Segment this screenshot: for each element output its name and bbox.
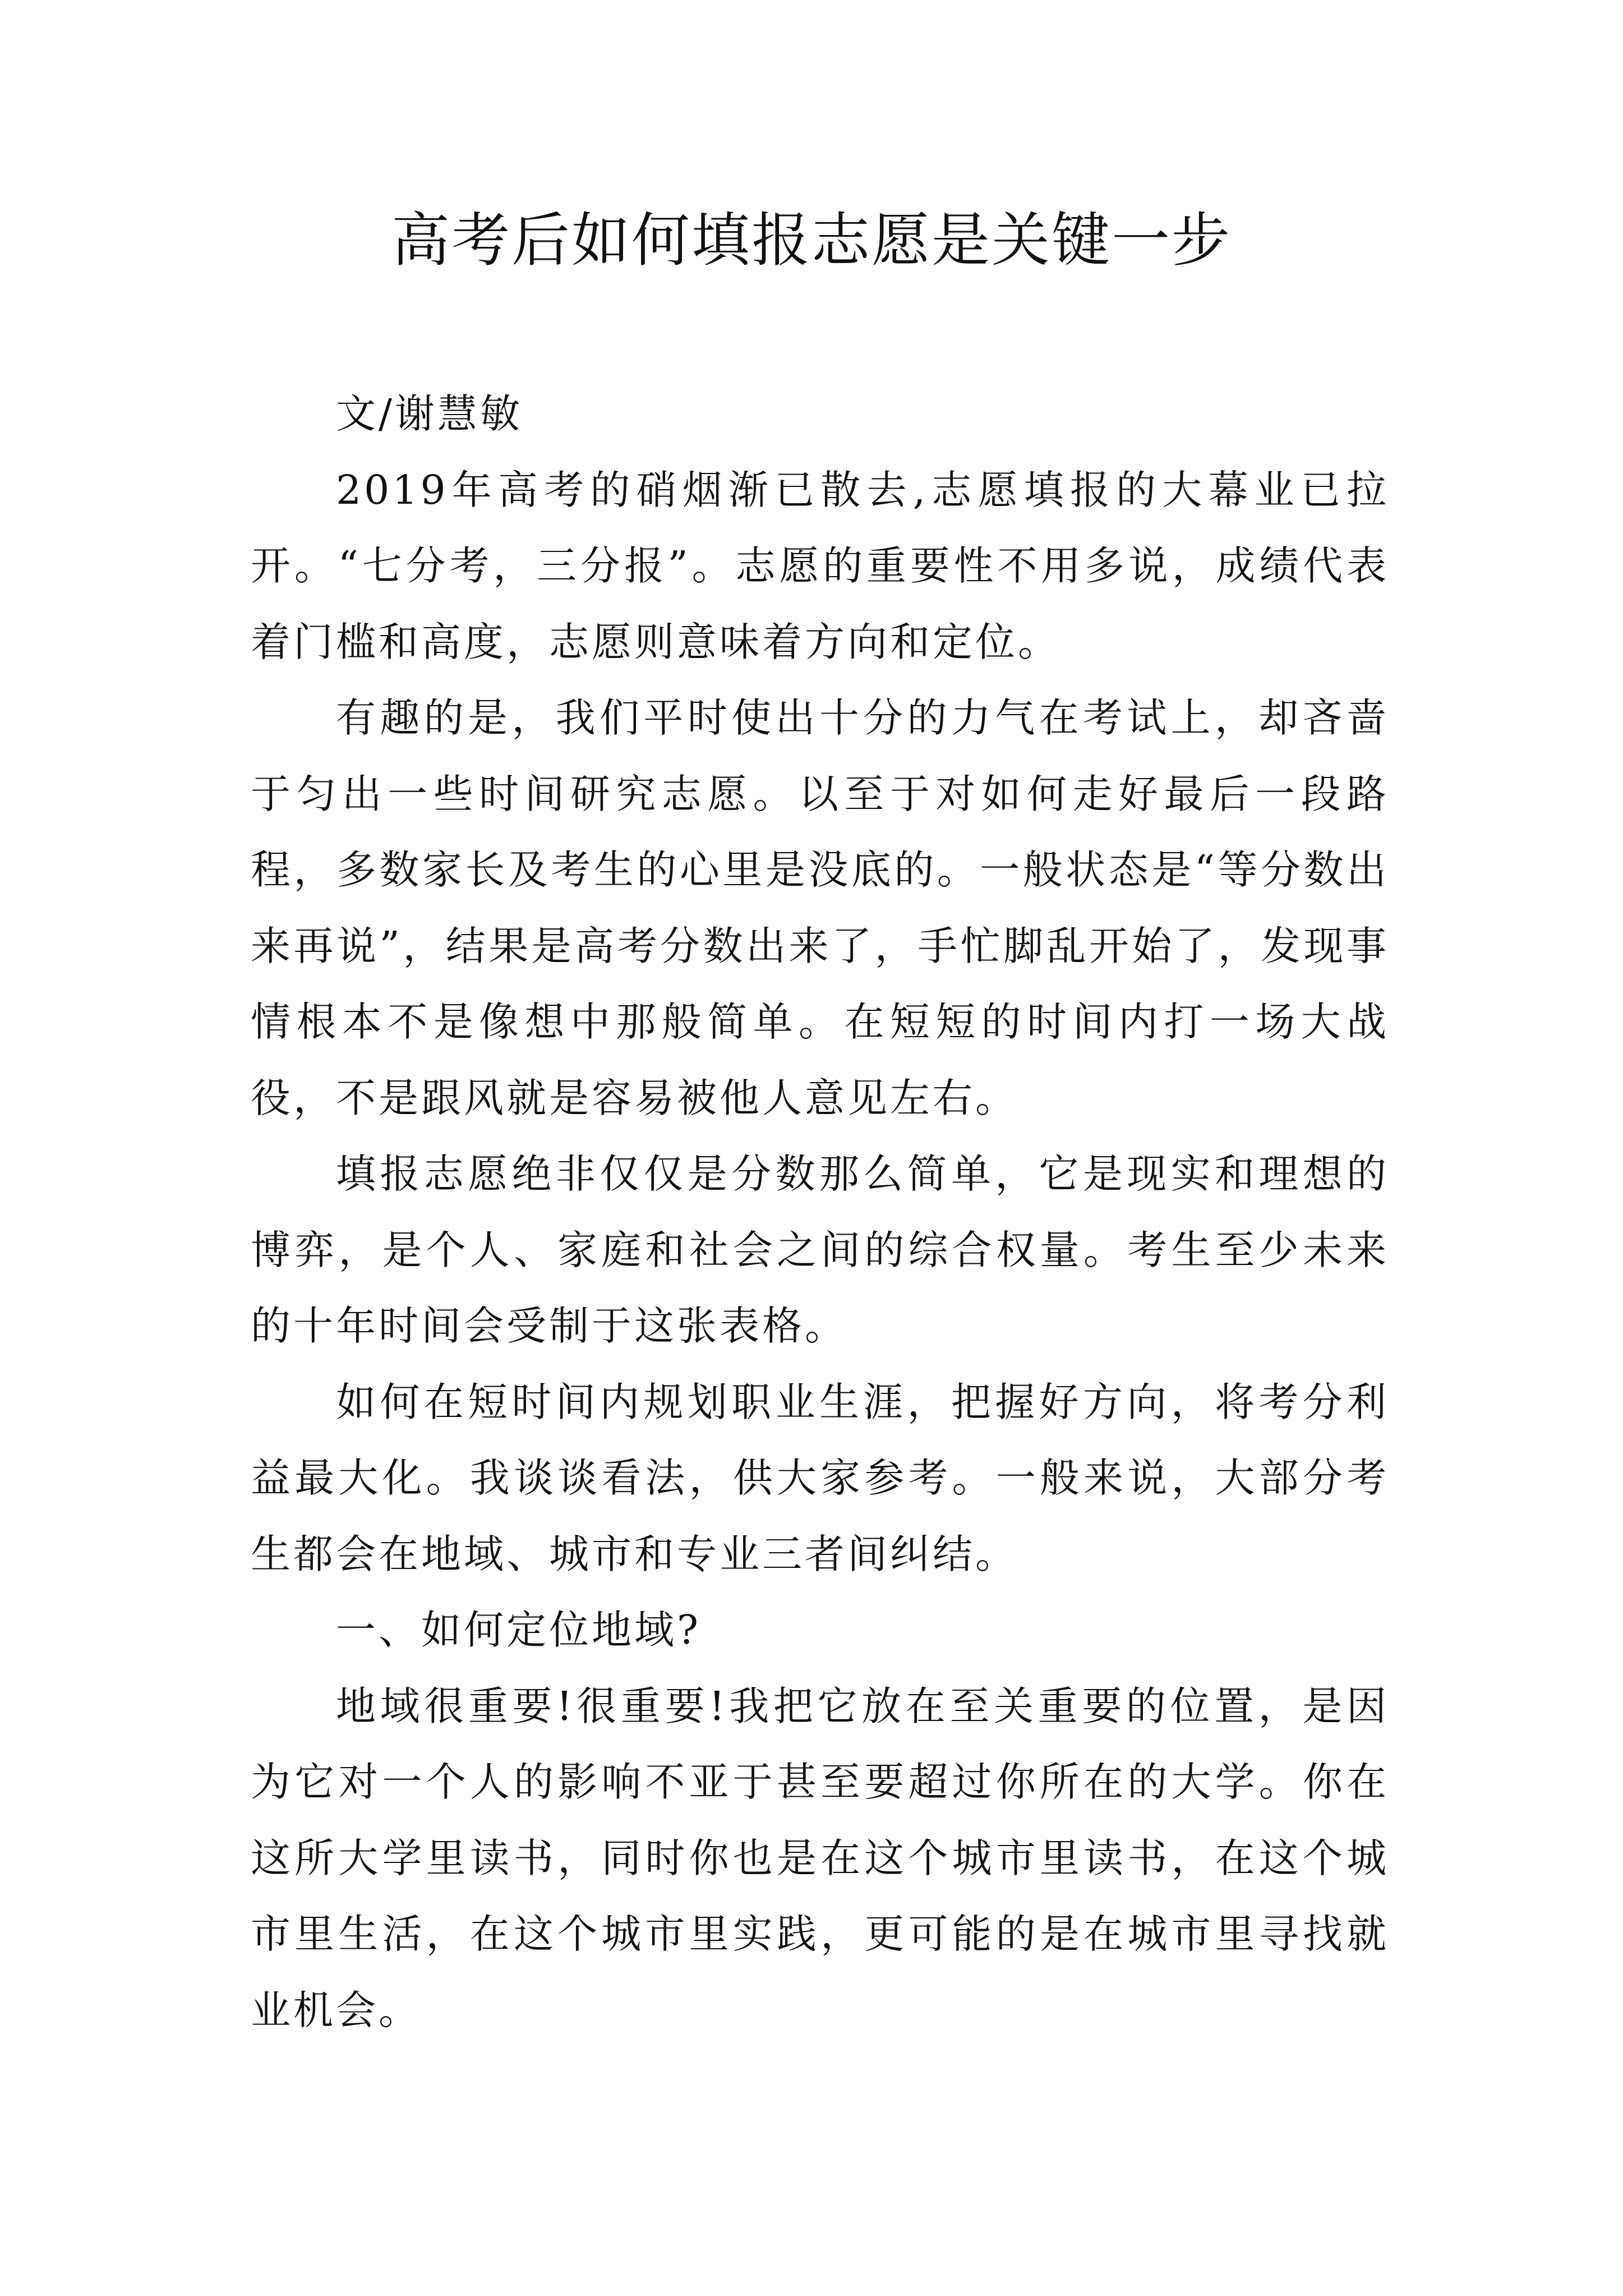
paragraph: 2019年高考的硝烟渐已散去,志愿填报的大幕业已拉开。“七分考，三分报”。志愿的重要性不用多说，成绩代表着门槛和高度，志愿则意味着方向和定位。	[251, 466, 1389, 665]
paragraph: 地域很重要!很重要!我把它放在至关重要的位置，是因为它对一个人的影响不亚于甚至要超过你所在的大学。你在这所大学里读书，同时你也是在这个城市里读书，在这个城市里生活，在这个城市里实践，更可能的是在城市里寻找就业机会。	[251, 1682, 1389, 2033]
paragraph: 有趣的是，我们平时使出十分的力气在考试上，却吝啬于匀出一些时间研究志愿。以至于对如何走好最后一段路程，多数家长及考生的心里是没底的。一般状态是“等分数出来再说”，结果是高考分数出来了，手忙脚乱开始了，发现事情根本不是像想中那般简单。在短短的时间内打一场大战役，不是跟风就是容易被他人意见左右。	[251, 694, 1389, 1121]
section-heading: 一、如何定位地域?	[336, 1607, 702, 1653]
paragraph: 填报志愿绝非仅仅是分数那么简单，它是现实和理想的博弈，是个人、家庭和社会之间的综合权量。考生至少未来的十年时间会受制于这张表格。	[251, 1151, 1389, 1349]
document-body	[251, 376, 1389, 2048]
byline: 文/谢慧敏	[336, 390, 523, 437]
document-title: 高考后如何填报志愿是关键一步	[391, 206, 1232, 274]
paragraph: 如何在短时间内规划职业生涯，把握好方向，将考分利益最大化。我谈谈看法，供大家参考。一般来说，大部分考生都会在地域、城市和专业三者间纠结。	[251, 1378, 1389, 1577]
